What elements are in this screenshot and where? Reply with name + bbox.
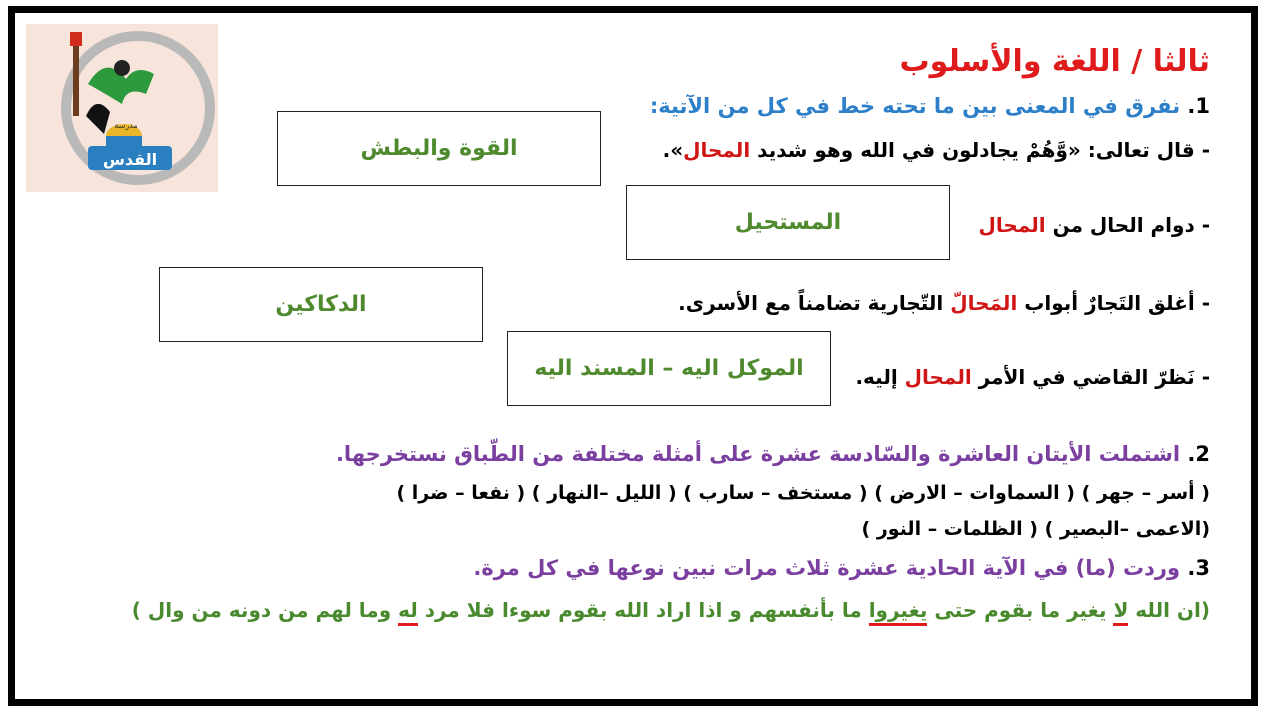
question-1-item-3	[678, 291, 1210, 315]
verse-underlined-3: له	[398, 598, 418, 626]
question-3-heading	[473, 556, 1210, 580]
question-2-answer-line-2: (الاعمى –البصير ) ( الظلمات – النور )	[861, 518, 1210, 540]
question-2-text: اشتملت الأيتان العاشرة والسّادسة عشرة على أمثلة مختلفة من الطّباق نستخرجها.	[335, 442, 1181, 466]
item-2-text: - دوام الحال من	[1045, 213, 1210, 237]
logo-emblem	[26, 24, 218, 192]
verse-part-1: (ان الله	[1128, 598, 1210, 622]
question-1-heading	[650, 94, 1210, 118]
item-3-text-end: التّجارية تضامناً مع الأسرى.	[678, 291, 951, 315]
question-1-item-2	[979, 213, 1210, 237]
answer-box-1	[277, 111, 601, 186]
question-1-item-1	[663, 138, 1210, 162]
item-4-text: - نَظرّ القاضي في الأمر	[971, 365, 1210, 389]
question-3-verse	[132, 598, 1210, 622]
question-3-number: 3.	[1187, 556, 1210, 580]
item-3-keyword: المَحالّ	[950, 291, 1018, 315]
answer-box-4	[507, 331, 831, 406]
question-2-number: 2.	[1187, 442, 1210, 466]
item-1-text-end: ».	[662, 138, 684, 162]
item-1-keyword: المحال	[683, 138, 751, 162]
answer-4-text: الموكل اليه – المسند اليه	[534, 356, 804, 381]
verse-underlined-2: يغيروا	[869, 598, 928, 626]
answer-3-text: الدكاكين	[275, 292, 367, 317]
answer-box-2	[626, 185, 950, 260]
question-3-text: وردت (ما) في الآية الحادية عشرة ثلاث مرات نبين نوعها في كل مرة.	[473, 556, 1181, 580]
verse-part-3: ما بأنفسهم و اذا اراد الله بقوم سوءا فلا مرد	[417, 598, 869, 622]
item-3-text: - أغلق التَجارٌ أبواب	[1017, 291, 1210, 315]
answer-box-3	[159, 267, 483, 342]
item-2-keyword: المحال	[978, 213, 1046, 237]
question-1-item-4	[855, 365, 1210, 389]
verse-underlined-1: لا	[1113, 598, 1128, 626]
item-1-text: - قال تعالى: «وَّهُمْ يجادلون في الله وهو شديد	[750, 138, 1210, 162]
school-logo	[26, 24, 218, 192]
logo-text: القدس	[102, 150, 158, 169]
answer-2-text: المستحيل	[734, 210, 842, 235]
question-1-text: نفرق في المعنى بين ما تحته خط في كل من الآتية:	[649, 94, 1181, 118]
answer-1-text: القوة والبطش	[360, 136, 518, 161]
item-4-text-end: إليه.	[855, 365, 905, 389]
logo-caption: مدرسة	[114, 121, 138, 130]
item-4-keyword: المحال	[904, 365, 972, 389]
verse-part-2: يغير ما بقوم حتى	[927, 598, 1114, 622]
question-2-heading	[336, 442, 1210, 466]
page-title: ثالثا / اللغة والأسلوب	[899, 44, 1210, 79]
question-2-answer-line-1: ( أسر – جهر ) ( السماوات – الارض ) ( مستخف – سارب ) ( الليل –النهار ) ( نفعا – ضرا )	[396, 482, 1210, 504]
question-1-number: 1.	[1187, 94, 1210, 118]
verse-part-4: وما لهم من دونه من وال )	[131, 598, 399, 622]
